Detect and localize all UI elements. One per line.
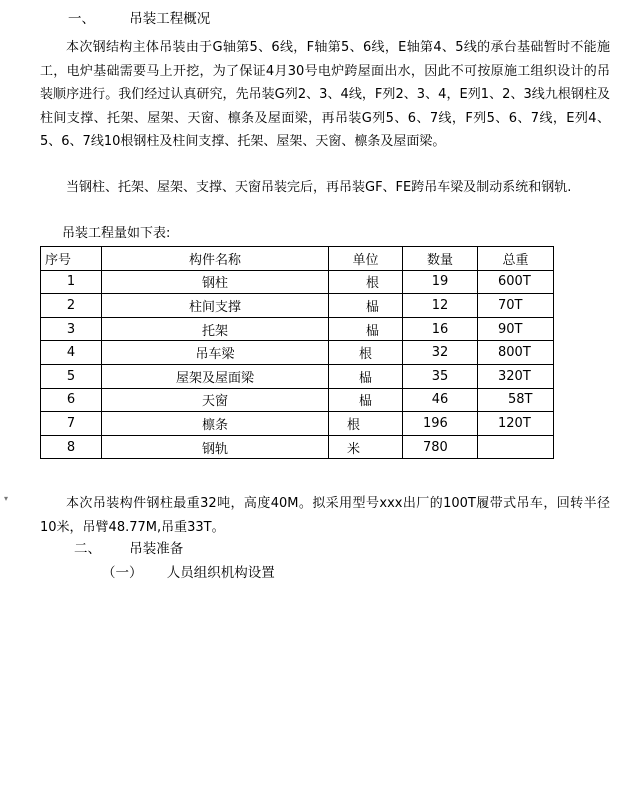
paragraph-crane: 本次吊装构件钢柱最重32吨，高度40M。拟采用型号xxx出厂的100T履带式吊车，回转半径10米，吊臂48.77M,吊重33T。 <box>40 496 610 535</box>
section-1-heading <box>68 10 210 28</box>
cell-unit: 根 <box>329 341 403 365</box>
cell-component: 屋架及屋面梁 <box>102 364 329 388</box>
cell-unit: 榀 <box>329 364 403 388</box>
cell-quantity: 196 <box>403 412 478 436</box>
table-row <box>41 412 554 436</box>
cell-unit: 根 <box>329 412 403 436</box>
cell-quantity: 32 <box>403 341 478 365</box>
section-2-heading <box>74 540 183 558</box>
header-index: 序号 <box>41 247 102 271</box>
cell-quantity: 46 <box>403 388 478 412</box>
header-component: 构件名称 <box>102 247 329 271</box>
table-row <box>41 435 554 459</box>
table-row <box>41 317 554 341</box>
cell-weight: 120T <box>478 412 554 436</box>
header-unit: 单位 <box>329 247 403 271</box>
table-row <box>41 294 554 318</box>
cell-unit: 根 <box>329 270 403 294</box>
cell-weight: 320T <box>478 364 554 388</box>
cell-unit: 榀 <box>329 294 403 318</box>
table-caption: 吊装工程量如下表: <box>62 226 171 241</box>
cell-unit: 榀 <box>329 388 403 412</box>
cell-index: 8 <box>41 435 102 459</box>
cell-component: 钢柱 <box>102 270 329 294</box>
cell-index: 3 <box>41 317 102 341</box>
cell-weight: 90T <box>478 317 554 341</box>
cell-unit: 米 <box>329 435 403 459</box>
cell-index: 1 <box>41 270 102 294</box>
quantity-table <box>40 246 554 459</box>
subsection-1-number: （一） <box>102 565 143 581</box>
subsection-1-heading <box>102 564 275 582</box>
section-2-number: 二、 <box>74 541 101 557</box>
cell-weight: 70T <box>478 294 554 318</box>
subsection-1-title: 人员组织机构设置 <box>166 565 275 581</box>
cell-component: 檩条 <box>102 412 329 436</box>
cell-quantity: 16 <box>403 317 478 341</box>
cell-quantity: 19 <box>403 270 478 294</box>
table-row <box>41 364 554 388</box>
table-row <box>41 270 554 294</box>
paragraph-sequence: 当钢柱、托架、屋架、支撑、天窗吊装完后，再吊装GF、FE跨吊车梁及制动系统和钢轨. <box>66 180 572 195</box>
cell-index: 2 <box>41 294 102 318</box>
cell-weight: 58T <box>478 388 554 412</box>
paragraph-intro: 本次钢结构主体吊装由于G轴第5、6线，F轴第5、6线，E轴第4、5线的承台基础暂时不能施工，电炉基础需要马上开挖，为了保证4月30号电炉跨屋面出水，因此不可按原施工组织设计的吊装顺序进行。我们经过认真研究，先吊装G列2、3、4线，F列2、3、4，E列1、2、3线九根钢柱及柱间支撑、托架、屋架、天窗、檩条及屋面梁，再吊装G列5、6、7线，F列5、6、7线，E列4、5、6、7线10根钢柱及柱间支撑、托架、屋架、天窗、檩条及屋面梁。 <box>40 40 610 149</box>
cell-component: 吊车梁 <box>102 341 329 365</box>
section-1-number: 一、 <box>68 11 95 27</box>
cell-quantity: 780 <box>403 435 478 459</box>
cell-unit: 榀 <box>329 317 403 341</box>
cell-component: 钢轨 <box>102 435 329 459</box>
cell-index: 5 <box>41 364 102 388</box>
table-row <box>41 388 554 412</box>
cell-weight <box>478 435 554 459</box>
cell-component: 托架 <box>102 317 329 341</box>
table-row <box>41 341 554 365</box>
section-1-title: 吊装工程概况 <box>129 11 211 27</box>
cell-index: 4 <box>41 341 102 365</box>
cell-weight: 600T <box>478 270 554 294</box>
section-2-title: 吊装准备 <box>129 541 184 557</box>
cell-component: 天窗 <box>102 388 329 412</box>
header-weight: 总重 <box>478 247 554 271</box>
cell-quantity: 35 <box>403 364 478 388</box>
cell-weight: 800T <box>478 341 554 365</box>
cell-component: 柱间支撑 <box>102 294 329 318</box>
header-quantity: 数量 <box>403 247 478 271</box>
cell-index: 7 <box>41 412 102 436</box>
table-header-row <box>41 247 554 271</box>
collapse-marker-icon: ▾ <box>4 494 9 503</box>
cell-quantity: 12 <box>403 294 478 318</box>
cell-index: 6 <box>41 388 102 412</box>
